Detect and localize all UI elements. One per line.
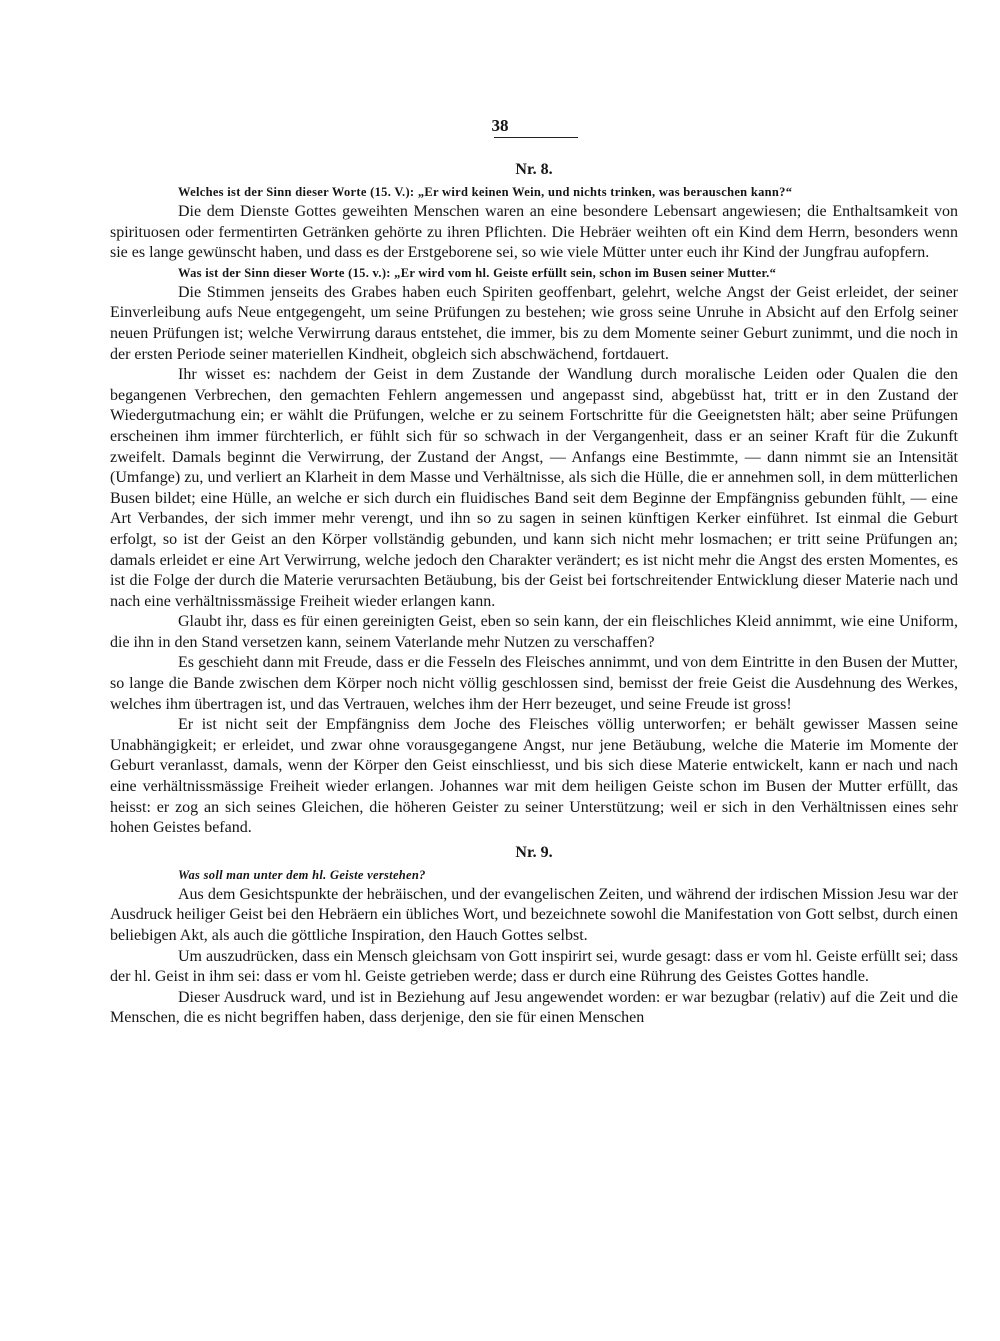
section-nr-8 bbox=[110, 160, 958, 839]
question-line: Welches ist der Sinn dieser Worte (15. V.): „Er wird keinen Wein, und nichts trinken, was berauschen kann?“ bbox=[178, 185, 793, 199]
paragraph: Die dem Dienste Gottes geweihten Menschen waren an eine besondere Lebensart angewiesen; die Enthaltsamkeit von spirituosen oder fermentirten Getränken gehörte zu ihren Pflichten. Die Hebräer weihten oft ein Kind dem Herrn, besonders wenn sie es lange gewünscht haben, und dass es der Erstgeborene sei, so wie viele Mütter unter euch ihr Kind der Jungfrau aufopfern. bbox=[110, 203, 958, 262]
paragraph: Es geschieht dann mit Freude, dass er die Fesseln des Fleisches annimmt, und von dem Eintritte in den Busen der Mutter, so lange die Bande zwischen dem Körper noch nicht völlig geschlossen sind, bemisst der freie Geist die Ausdehnung des Werkes, welches ihm übertragen ist, und das Vertrauen, welches ihm der Herr bezeuget, und seine Freude ist gross! bbox=[110, 654, 958, 713]
paragraph: Aus dem Gesichtspunkte der hebräischen, und der evangelischen Zeiten, und während der irdischen Mission Jesu war der Ausdruck heiliger Geist bei den Hebräern ein übliches Wort, und bezeichnete sowohl die Manifestation von Gott selbst, durch einen beliebigen Akt, als auch die göttliche Inspiration, den Hauch Gottes selbst. bbox=[110, 885, 958, 944]
paragraph: Dieser Ausdruck ward, und ist in Beziehung auf Jesu angewendet worden: er war bezugbar (relativ) auf die Zeit und die Menschen, die es nicht begriffen haben, dass derjenige, den sie für einen Menschen bbox=[110, 988, 958, 1027]
question-line: Was soll man unter dem hl. Geiste verstehen? bbox=[178, 867, 426, 882]
paragraph: Um auszudrücken, dass ein Mensch gleichsam von Gott inspirirt sei, wurde gesagt: dass er vom hl. Geiste erfüllt sei; dass der hl. Geist in ihm sei: dass er vom hl. Geiste getrieben werde; dass er durch eine Rührung des Geistes Gottes handle. bbox=[110, 947, 958, 986]
document-body bbox=[110, 160, 958, 1029]
paragraph: Ihr wisset es: nachdem der Geist in dem Zustande der Wandlung durch moralische Leiden oder Qualen die den begangenen Verbrechen, den gemachten Fehlern angemessen und angepasst sind, abgebüsst hat, tritt er in den Zustand der Wiedergutmachung ein; er wählt die Prüfungen, welche er zu seinem Fortschritte für die Geeignetsten hält; aber seine Prüfungen erscheinen ihm immer fürchterlich, er fühlt sich für so schwach in der Vergangenheit, dass er an seiner Kraft für die Zukunft zweifelt. Damals beginnt die Verwirrung, der Zustand der Angst, — Anfangs eine Bestimmte, — dann nimmt sie an Intensität (Umfange) zu, und verliert an Klarheit in dem Masse und Verhältnisse, als sich die Hülle, die er annehmen soll, in dem mütterlichen Busen bildet; eine Hülle, an welche er sich durch ein fluidisches Band seit dem Beginne der Empfängniss gebunden fühlt, — eine Art Verbandes, der sich immer mehr verengt, und ihn so zu sagen in seinen künftigen Kerker einführet. Ist einmal die Geburt erfolgt, so ist der Geist an den Körper vollständig gebunden, und kann sich nicht mehr losmachen; er tritt seine Prüfungen an; damals erleidet er eine Art Verwirrung, welche jedoch den Charakter verändert; es ist nicht mehr die Angst des ersten Momentes, es ist die Folge der durch die Materie verursachten Betäubung, bis der Geist bei fortschreitender Entwicklung dieser Materie nach und nach eine verhältnissmässige Freiheit wieder erlangen kann. bbox=[110, 366, 958, 610]
page-number: 38 bbox=[491, 116, 509, 135]
section-heading: Nr. 9. bbox=[515, 843, 553, 861]
section-nr-9 bbox=[110, 843, 958, 1029]
paragraph: Glaubt ihr, dass es für einen gereinigten Geist, eben so sein kann, der ein fleischliches Kleid annimmt, wie eine Uniform, die ihn in den Stand versetzen kann, seinem Vaterlande mehr Nutzen zu verschaffen? bbox=[110, 613, 958, 651]
paragraph: Er ist nicht seit der Empfängniss dem Joche des Fleisches völlig unterworfen; er behält gewisser Massen seine Unabhängigkeit; er erleidet, und zwar ohne vorausgegangene Angst, nur jene Betäubung, welche die Materie im Momente der Geburt veranlasst, damals, wenn der Körper den Geist einschliesst, und bis sich diese Materie entwickelt, kann er nach und nach eine verhältnissmässige Freiheit wieder erlangen. Johannes war mit dem heiligen Geiste schon im Busen der Mutter erfüllt, das heisst: er zog an sich seines Gleichen, die höheren Geister zu seiner Unterstützung; weil er sich in den Verhältnissen eines sehr hohen Geistes befand. bbox=[110, 716, 958, 837]
section-heading: Nr. 8. bbox=[515, 161, 553, 178]
paragraph: Die Stimmen jenseits des Grabes haben euch Spiriten geoffenbart, gelehrt, welche Angst der Geist erleidet, der seiner Einverleibung aufs Neue entgegengeht, um seine Prüfungen zu bestehen; wie gross seine Unruhe in Absicht auf den Erfolg seiner neuen Prüfungen ist; welche Verwirrung daraus entstehet, die immer, bis zu dem Momente seiner Geburt zunimmt, und die noch in der ersten Periode seiner materiellen Kindheit, obgleich sich abschwächend, fortdauert. bbox=[110, 283, 958, 363]
question-line: Was ist der Sinn dieser Worte (15. v.): „Er wird vom hl. Geiste erfüllt sein, schon im Busen seiner Mutter.“ bbox=[178, 265, 777, 280]
page-number-rule bbox=[494, 137, 578, 138]
